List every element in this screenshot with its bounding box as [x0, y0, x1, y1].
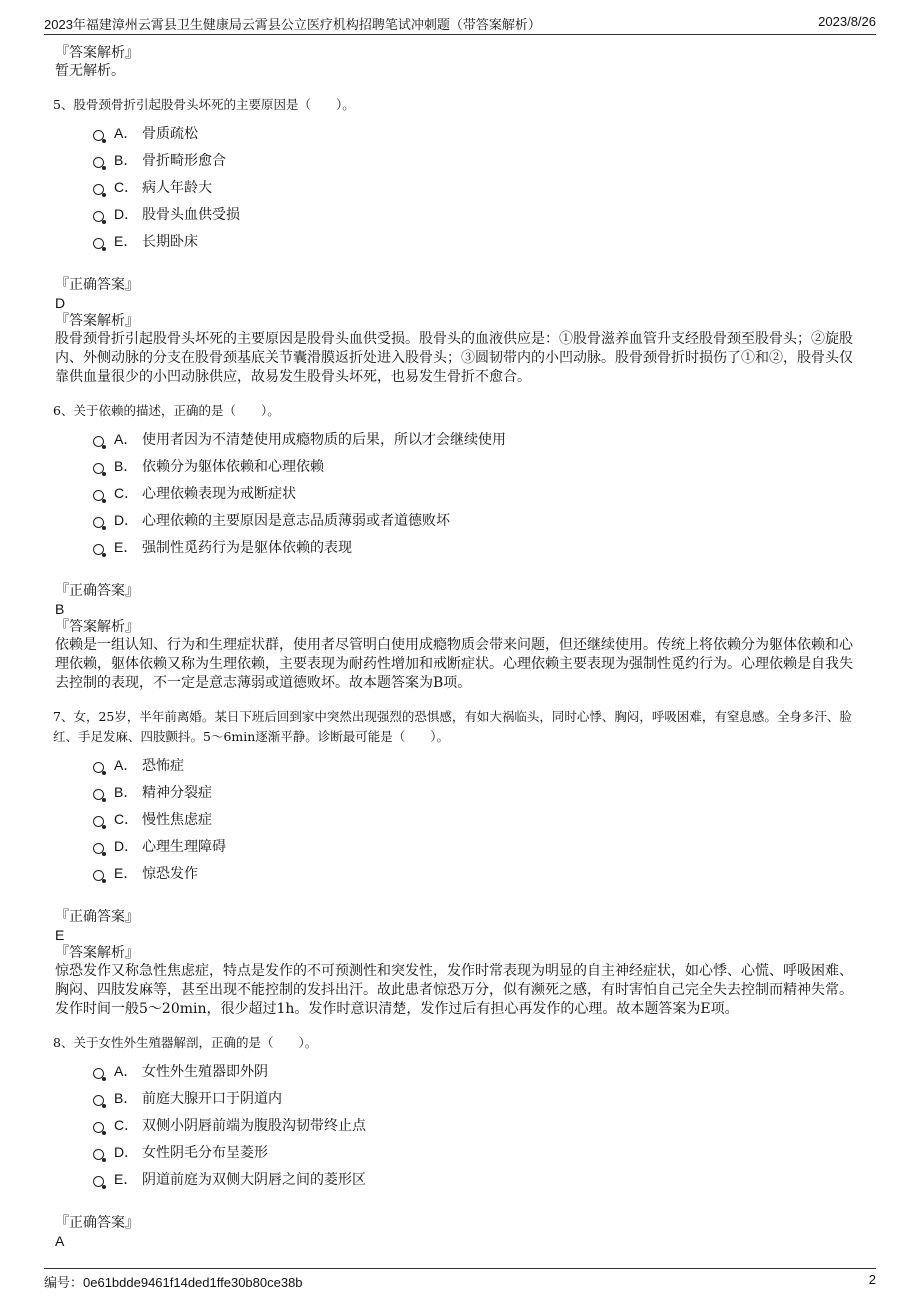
radio-icon[interactable] — [93, 436, 104, 447]
option-d[interactable]: D． 心理生理障碍 — [93, 832, 865, 859]
option-d[interactable]: D． 女性阴毛分布呈菱形 — [93, 1138, 865, 1165]
question-stem: 7、女，25岁，半年前离婚。某日下班后回到家中突然出现强烈的恐惧感，有如大祸临头，同时心悸、胸闷，呼吸困难，有窒息感。全身多汗、脸红、手足发麻、四肢颤抖。5～6min逐渐平静。诊断最可能是（ ）。 — [53, 709, 852, 744]
analysis-tag: 『答案解析』 — [55, 945, 139, 961]
analysis-text: 股骨颈骨折引起股骨头坏死的主要原因是股骨头血供受损。股骨头的血液供应是：①股骨滋养血管升支经股骨颈至股骨头；②旋股内、外侧动脉的分支在股骨颈基底关节囊滑膜返折处进入股骨头；③圆韧带内的小凹动脉。股骨颈骨折时损伤了①和②，股骨头仅靠供血量很少的小凹动脉供应，故易发生股骨头坏死，也易发生骨折不愈合。 — [55, 331, 853, 385]
radio-icon[interactable] — [93, 463, 104, 474]
option-e[interactable]: E． 惊恐发作 — [93, 859, 865, 886]
analysis-text: 暂无解析。 — [55, 63, 125, 79]
radio-icon[interactable] — [93, 490, 104, 501]
answer-tag: 『正确答案』 — [55, 909, 139, 925]
answer-tag: 『正确答案』 — [55, 277, 139, 293]
option-c[interactable]: C． 病人年龄大 — [93, 173, 865, 200]
option-list — [93, 751, 865, 886]
radio-icon[interactable] — [93, 843, 104, 854]
analysis-tag: 『答案解析』 — [55, 313, 139, 329]
option-a[interactable]: A． 恐怖症 — [93, 751, 865, 778]
option-a[interactable]: A． 女性外生殖器即外阴 — [93, 1057, 865, 1084]
answer-value: B — [55, 601, 65, 617]
radio-icon[interactable] — [93, 1176, 104, 1187]
option-b[interactable]: B． 骨折畸形愈合 — [93, 146, 865, 173]
option-b[interactable]: B． 精神分裂症 — [93, 778, 865, 805]
page-footer — [44, 1268, 876, 1289]
radio-icon[interactable] — [93, 238, 104, 249]
answer-tag: 『正确答案』 — [55, 583, 139, 599]
analysis-tag: 『答案解析』 — [55, 45, 139, 61]
option-e[interactable]: E． 强制性觅药行为是躯体依赖的表现 — [93, 533, 865, 560]
analysis-text: 惊恐发作又称急性焦虑症，特点是发作的不可预测性和突发性，发作时常表现为明显的自主神经症状，如心悸、心慌、呼吸困难、胸闷、四肢发麻等，甚至出现不能控制的发抖出汗。故此患者惊恐万分，似有濒死之感，有时害怕自己完全失去控制而精神失常。发作时间一般5～20min，很少超过1h。发作时意识清楚，发作过后有担心再发作的心理。故本题答案为E项。 — [55, 963, 853, 1017]
answer-value: A — [55, 1233, 65, 1249]
document-title: 2023年福建漳州云霄县卫生健康局云霄县公立医疗机构招聘笔试冲刺题（带答案解析） — [44, 17, 541, 32]
question-8 — [55, 1033, 865, 1250]
radio-icon[interactable] — [93, 762, 104, 773]
option-list — [93, 119, 865, 254]
option-list — [93, 425, 865, 560]
answer-value: D — [55, 295, 66, 311]
analysis-tag: 『答案解析』 — [55, 619, 139, 635]
option-e[interactable]: E． 阴道前庭为双侧大阴唇之间的菱形区 — [93, 1165, 865, 1192]
radio-icon[interactable] — [93, 1149, 104, 1160]
page-content — [55, 44, 865, 1250]
radio-icon[interactable] — [93, 1068, 104, 1079]
option-b[interactable]: B． 依赖分为躯体依赖和心理依赖 — [93, 452, 865, 479]
question-6 — [55, 401, 865, 693]
answer-value: E — [55, 927, 65, 943]
page-header — [44, 12, 876, 35]
radio-icon[interactable] — [93, 184, 104, 195]
radio-icon[interactable] — [93, 1095, 104, 1106]
radio-icon[interactable] — [93, 130, 104, 141]
option-list — [93, 1057, 865, 1192]
radio-icon[interactable] — [93, 157, 104, 168]
document-date: 2023/8/26 — [818, 14, 876, 29]
radio-icon[interactable] — [93, 211, 104, 222]
radio-icon[interactable] — [93, 517, 104, 528]
analysis-text: 依赖是一组认知、行为和生理症状群，使用者尽管明白使用成瘾物质会带来问题，但还继续使用。传统上将依赖分为躯体依赖和心理依赖，躯体依赖又称为生理依赖，主要表现为耐药性增加和戒断症状。心理依赖主要表现为强制性觅约行为。心理依赖是自我失去控制的表现，不一定是意志薄弱或道德败坏。故本题答案为B项。 — [55, 637, 853, 691]
option-a[interactable]: A． 使用者因为不清楚使用成瘾物质的后果，所以才会继续使用 — [93, 425, 865, 452]
radio-icon[interactable] — [93, 816, 104, 827]
question-7 — [55, 707, 865, 1019]
question-stem: 6、关于依赖的描述，正确的是（ ）。 — [53, 403, 280, 418]
radio-icon[interactable] — [93, 789, 104, 800]
option-a[interactable]: A． 骨质疏松 — [93, 119, 865, 146]
option-d[interactable]: D． 股骨头血供受损 — [93, 200, 865, 227]
question-stem: 5、股骨颈骨折引起股骨头坏死的主要原因是（ ）。 — [53, 97, 355, 112]
option-b[interactable]: B． 前庭大腺开口于阴道内 — [93, 1084, 865, 1111]
option-e[interactable]: E． 长期卧床 — [93, 227, 865, 254]
radio-icon[interactable] — [93, 544, 104, 555]
radio-icon[interactable] — [93, 1122, 104, 1133]
radio-icon[interactable] — [93, 870, 104, 881]
option-c[interactable]: C． 慢性焦虑症 — [93, 805, 865, 832]
page-number: 2 — [868, 1272, 876, 1287]
answer-tag: 『正确答案』 — [55, 1215, 139, 1231]
option-c[interactable]: C． 心理依赖表现为戒断症状 — [93, 479, 865, 506]
question-5 — [55, 95, 865, 387]
option-c[interactable]: C． 双侧小阴唇前端为腹股沟韧带终止点 — [93, 1111, 865, 1138]
question-stem: 8、关于女性外生殖器解剖，正确的是（ ）。 — [53, 1035, 318, 1050]
option-d[interactable]: D． 心理依赖的主要原因是意志品质薄弱或者道德败坏 — [93, 506, 865, 533]
document-code: 编号：0e61bdde9461f14ded1ffe30b80ce38b — [44, 1275, 303, 1290]
